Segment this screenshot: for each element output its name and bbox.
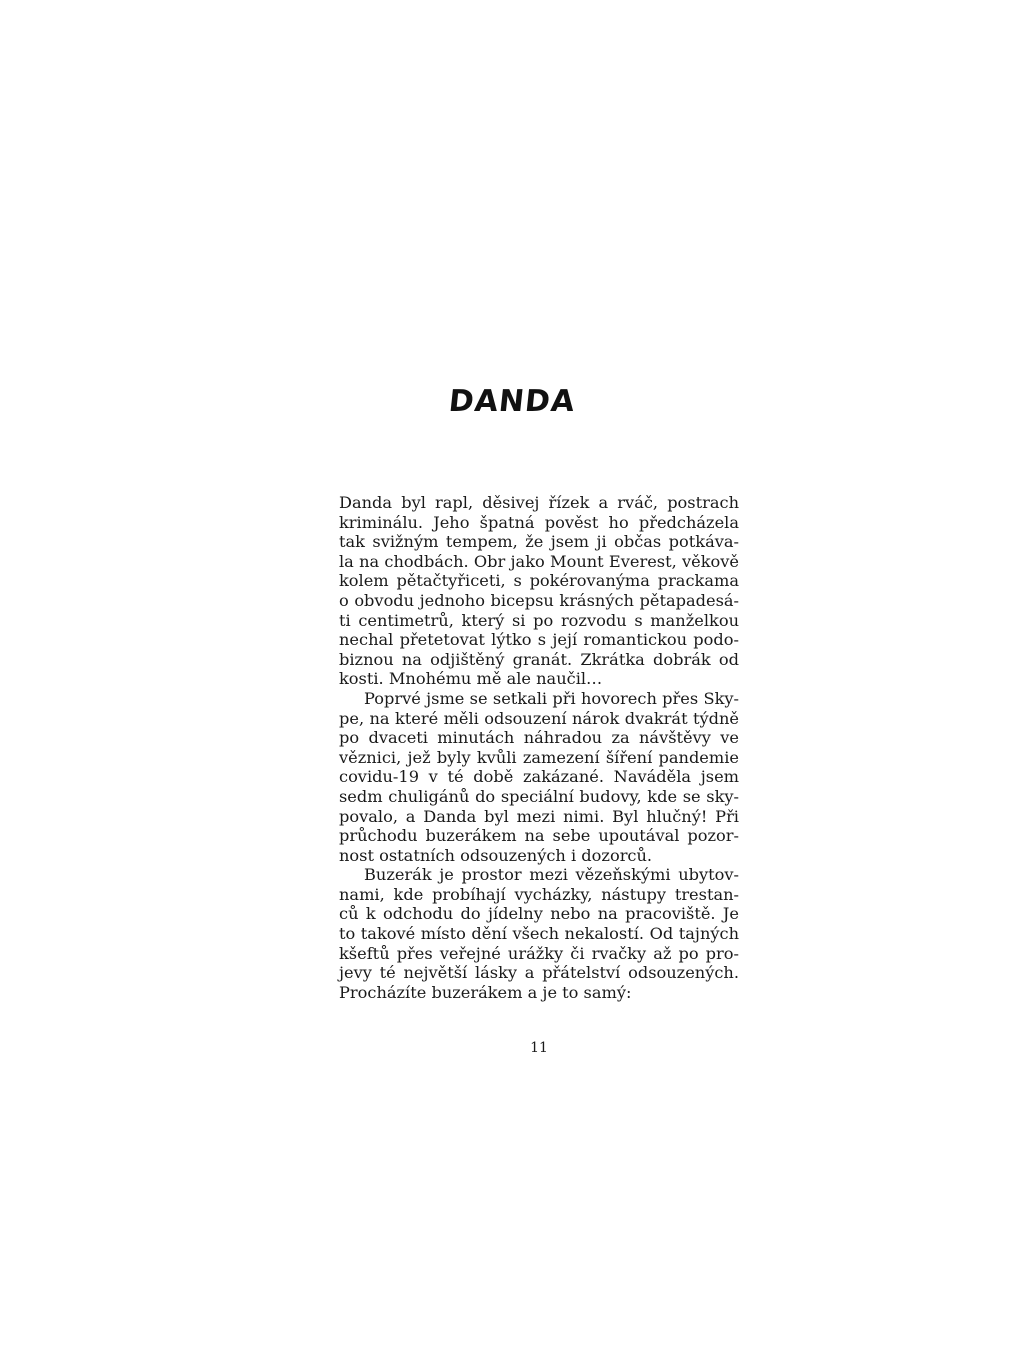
text-line: průchodu buzerákem na sebe upoutával pozor- [339,826,739,846]
text-line: pe, na které měli odsouzení nárok dvakrát týdně [339,708,739,728]
text-line: ti centimetrů, který si po rozvodu s manželkou [339,610,739,630]
text-line: to takové místo dění všech nekalostí. Od tajných [339,924,739,944]
text-line: nechal přetetovat lýtko s její romantickou podo- [339,630,739,650]
text-line: povalo, a Danda byl mezi nimi. Byl hlučný! Při [339,806,739,826]
body-text [339,493,739,1002]
text-line: sedm chuligánů do speciální budovy, kde se sky- [339,786,739,806]
text-line: o obvodu jednoho bicepsu krásných pětapadesá- [339,590,739,610]
text-line: Poprvé jsme se setkali při hovorech přes Sky- [364,688,739,708]
text-line: ců k odchodu do jídelny nebo na pracoviště. Je [339,904,739,924]
text-line: tak svižným tempem, že jsem ji občas potkáva- [339,532,739,552]
text-line: nost ostatních odsouzených i dozorců. [339,845,653,865]
text-line: kosti. Mnohému mě ale naučil… [339,669,603,689]
text-line: kriminálu. Jeho špatná pověst ho předcházela [339,512,739,532]
text-line: věznici, jež byly kvůli zamezení šíření pandemie [339,747,739,767]
chapter-title: DANDA [446,384,578,419]
text-line: nami, kde probíhají vycházky, nástupy trestan- [339,884,739,904]
text-line: po dvaceti minutách náhradou za návštěvy ve [339,728,739,748]
text-line: biznou na odjištěný granát. Zkrátka dobrák od [339,649,739,669]
text-line: Buzerák je prostor mezi vězeňskými ubytov- [364,865,739,885]
text-line: la na chodbách. Obr jako Mount Everest, věkově [339,551,739,571]
page-number: 11 [530,1040,548,1056]
text-line: Danda byl rapl, děsivej řízek a rváč, postrach [339,493,739,512]
text-line: kšeftů přes veřejné urážky či rvačky až po pro- [339,943,739,963]
text-line: covidu-19 v té době zakázané. Naváděla jsem [339,767,739,787]
text-line: Procházíte buzerákem a je to samý: [339,982,632,1002]
text-line: kolem pětačtyřiceti, s pokérovanýma prackama [339,571,739,591]
text-line: jevy té největší lásky a přátelství odsouzených. [339,963,739,983]
